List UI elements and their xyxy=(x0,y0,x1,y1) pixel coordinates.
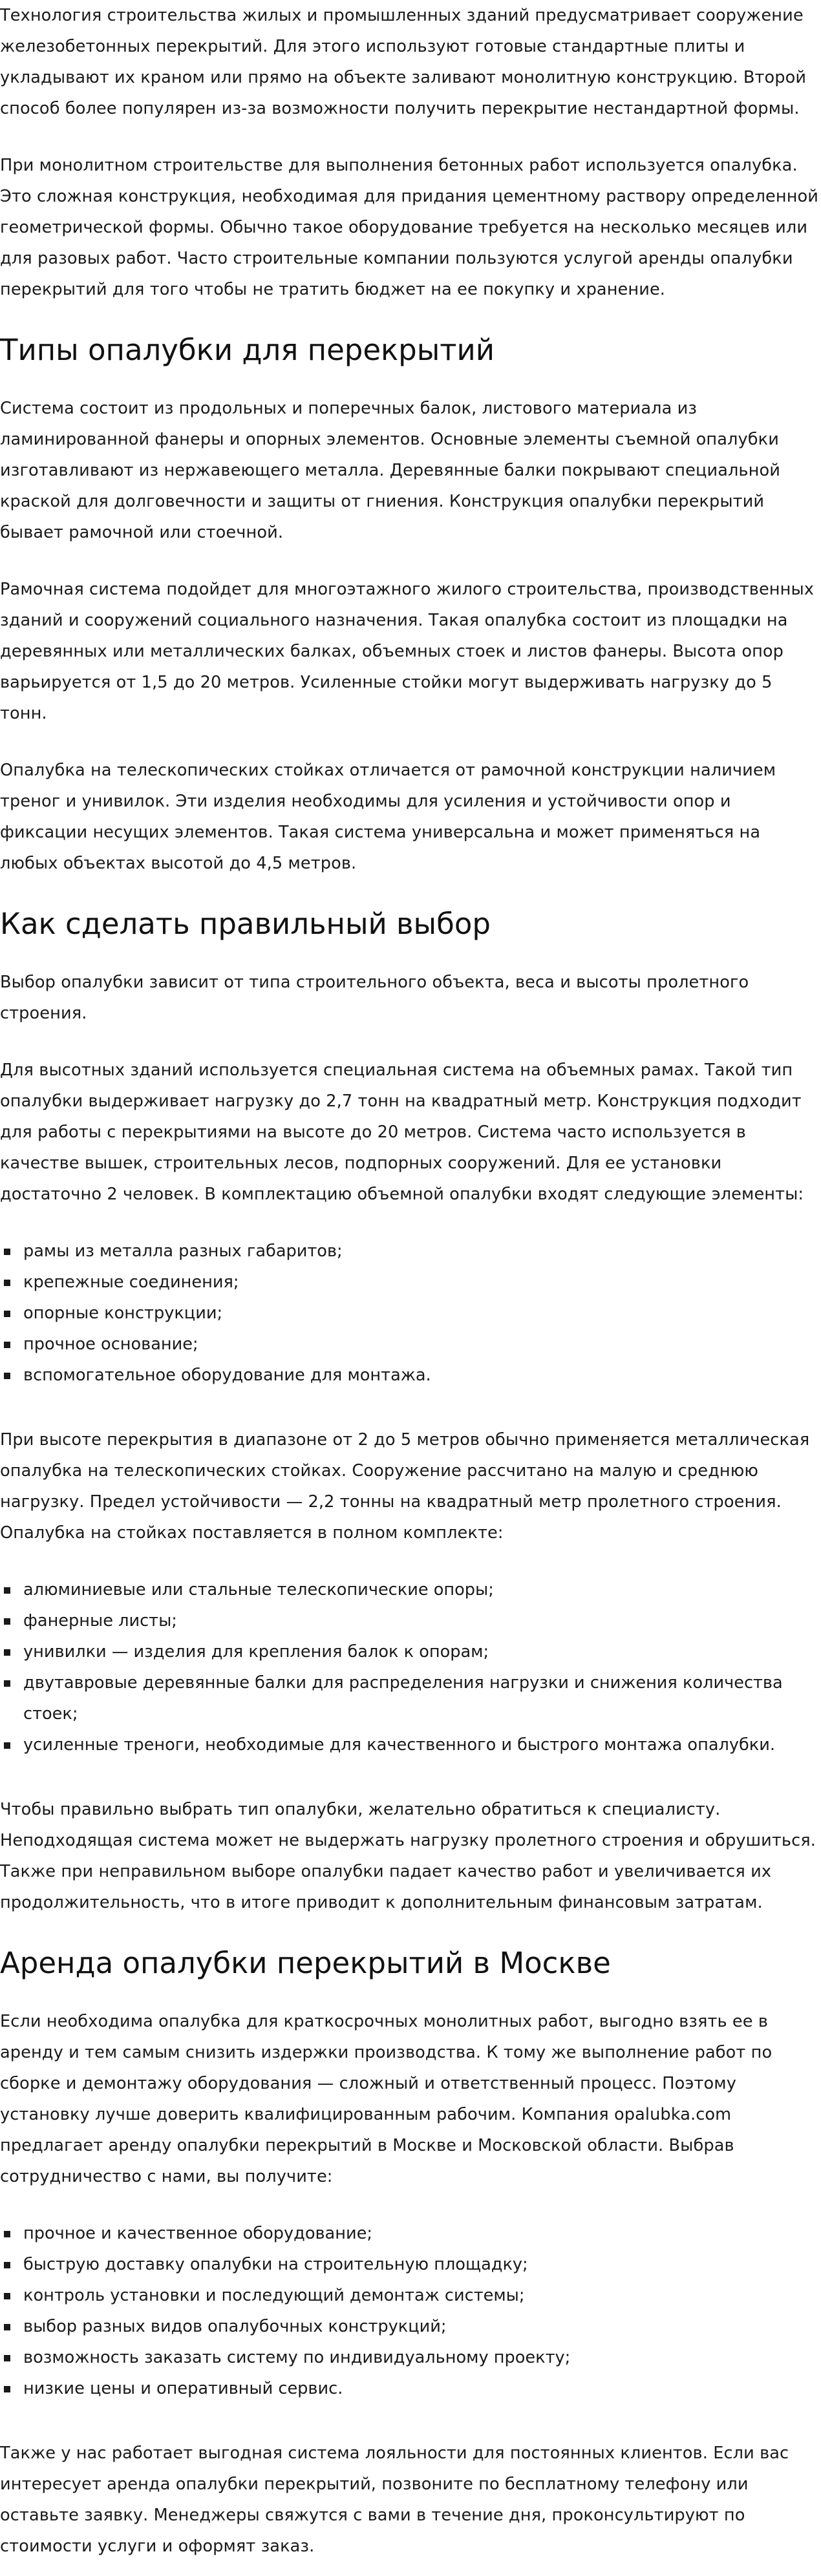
telescopic-elements-list xyxy=(0,1574,821,1760)
list-item: опорные конструкции; xyxy=(0,1298,821,1329)
intro-paragraph-1: Технология строительства жилых и промышленных зданий предусматривает сооружение железобетонных перекрытий. Для этого используют готовые стандартные плиты и укладывают их краном или прямо на объекте заливают монолитную конструкцию. Второй способ более популярен из-за возможности получить перекрытие нестандартной формы. xyxy=(0,6,807,118)
choice-paragraph-4: Чтобы правильно выбрать тип опалубки, желательно обратиться к специалисту. Неподходящая система может не выдержать нагрузку пролетного строения и обрушиться. Также при неправильном выборе опалубки падает качество работ и увеличивается их продолжительность, что в итоге приводит к дополнительным финансовым затратам. xyxy=(0,1800,816,1912)
list-item: фанерные листы; xyxy=(0,1605,821,1636)
list-item: контроль установки и последующий демонтаж системы; xyxy=(0,2280,821,2311)
list-item: прочное и качественное оборудование; xyxy=(0,2218,821,2249)
types-paragraph-2: Рамочная система подойдет для многоэтажного жилого строительства, производственных зданий и сооружений социального назначения. Такая опалубка состоит из площадки на деревянных или металлических балках, объемных стоек и листов фанеры. Высота опор варьируется от 1,5 до 20 метров. Усиленные стойки могут выдерживать нагрузку до 5 тонн. xyxy=(0,580,815,723)
list-item: вспомогательное оборудование для монтажа. xyxy=(0,1360,821,1391)
list-item: двутавровые деревянные балки для распределения нагрузки и снижения количества стоек; xyxy=(0,1667,821,1729)
rent-paragraph-1: Если необходима опалубка для краткосрочных монолитных работ, выгодно взять ее в аренду и тем самым снизить издержки производства. К тому же выполнение работ по сборке и демонтажу оборудования — сложный и ответственный процесс. Поэтому установку лучше доверить квалифицированным рабочим. Компания opalubka.com предлагает аренду опалубки перекрытий в Москве и Московской области. Выбрав сотрудничество с нами, вы получите: xyxy=(0,2012,773,2186)
intro-paragraph-2: При монолитном строительстве для выполнения бетонных работ используется опалубка. Это сложная конструкция, необходимая для придания цементному раствору определенной геометрической формы. Обычно такое оборудование требуется на несколько месяцев или для разовых работ. Часто строительные компании пользуются услугой аренды опалубки перекрытий для того чтобы не тратить бюджет на ее покупку и хранение. xyxy=(0,156,819,299)
list-item: прочное основание; xyxy=(0,1329,821,1360)
choice-paragraph-2: Для высотных зданий используется специальная система на объемных рамах. Такой тип опалубки выдерживает нагрузку до 2,7 тонн на квадратный метр. Конструкция подходит для работы с перекрытиями на высоте до 20 метров. Система часто используется в качестве вышек, строительных лесов, подпорных сооружений. Для ее установки достаточно 2 человек. В комплектацию объемной опалубки входят следующие элементы: xyxy=(0,1061,804,1204)
heading-rent: Аренда опалубки перекрытий в Москве xyxy=(0,1946,611,1980)
frame-elements-list xyxy=(0,1236,821,1391)
list-item: выбор разных видов опалубочных конструкций; xyxy=(0,2311,821,2342)
heading-choice: Как сделать правильный выбор xyxy=(0,907,491,941)
rent-benefits-list xyxy=(0,2218,821,2404)
rent-paragraph-2: Также у нас работает выгодная система лояльности для постоянных клиентов. Если вас интересует аренда опалубки перекрытий, позвоните по бесплатному телефону или оставьте заявку. Менеджеры свяжутся с вами в течение дня, проконсультируют по стоимости услуги и оформят заказ. xyxy=(0,2444,789,2556)
list-item: алюминиевые или стальные телескопические опоры; xyxy=(0,1574,821,1605)
types-paragraph-3: Опалубка на телескопических стойках отличается от рамочной конструкции наличием треног и унивилок. Эти изделия необходимы для усиления и устойчивости опор и фиксации несущих элементов. Такая система универсальна и может применяться на любых объектах высотой до 4,5 метров. xyxy=(0,761,776,873)
types-paragraph-1: Система состоит из продольных и поперечных балок, листового материала из ламинированной фанеры и опорных элементов. Основные элементы съемной опалубки изготавливают из нержавеющего металла. Деревянные балки покрывают специальной краской для долговечности и защиты от гниения. Конструкция опалубки перекрытий бывает рамочной или стоечной. xyxy=(0,399,780,542)
list-item: крепежные соединения; xyxy=(0,1267,821,1298)
list-item: усиленные треноги, необходимые для качественного и быстрого монтажа опалубки. xyxy=(0,1729,821,1760)
list-item: низкие цены и оперативный сервис. xyxy=(0,2373,821,2404)
choice-paragraph-3: При высоте перекрытия в диапазоне от 2 до 5 метров обычно применяется металлическая опалубка на телескопических стойках. Сооружение рассчитано на малую и среднюю нагрузку. Предел устойчивости — 2,2 тонны на квадратный метр пролетного строения. Опалубка на стойках поставляется в полном комплекте: xyxy=(0,1430,810,1543)
list-item: возможность заказать систему по индивидуальному проекту; xyxy=(0,2342,821,2373)
list-item: унивилки — изделия для крепления балок к опорам; xyxy=(0,1636,821,1667)
heading-types: Типы опалубки для перекрытий xyxy=(0,333,495,367)
list-item: рамы из металла разных габаритов; xyxy=(0,1236,821,1267)
choice-paragraph-1: Выбор опалубки зависит от типа строительного объекта, веса и высоты пролетного строения. xyxy=(0,973,749,1023)
list-item: быструю доставку опалубки на строительную площадку; xyxy=(0,2249,821,2280)
